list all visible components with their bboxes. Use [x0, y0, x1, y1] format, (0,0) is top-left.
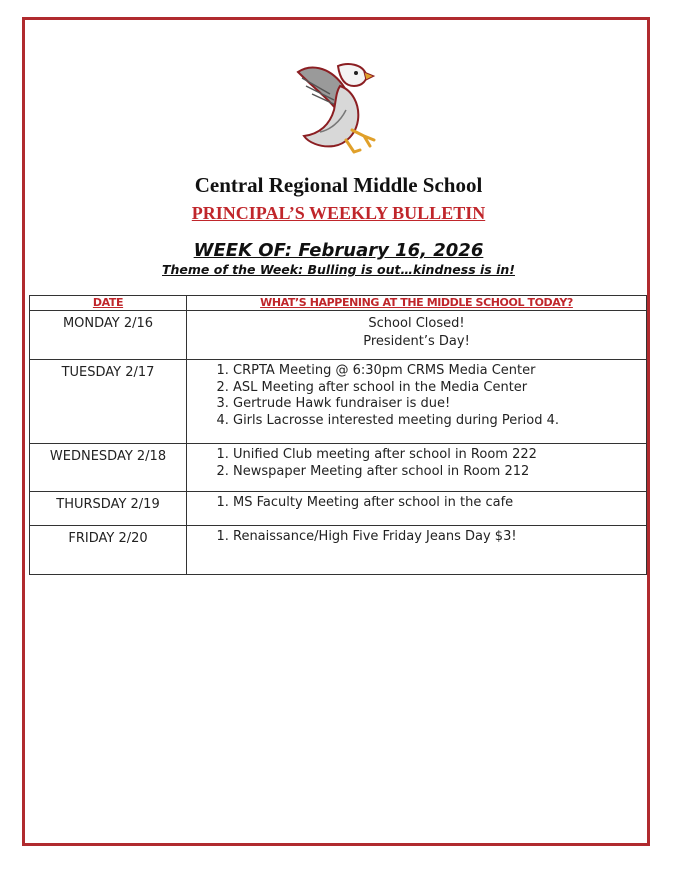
activity-item: 1. CRPTA Meeting @ 6:30pm CRMS Media Center — [233, 363, 646, 380]
row-date: FRIDAY 2/20 — [30, 526, 187, 575]
table-header-row — [30, 296, 647, 311]
row-date: TUESDAY 2/17 — [30, 360, 187, 444]
activity-item: 1. MS Faculty Meeting after school in the cafe — [233, 495, 646, 512]
school-name: Central Regional Middle School — [194, 173, 483, 197]
schedule-table — [29, 295, 647, 575]
activity-item: 3. Gertrude Hawk fundraiser is due! — [233, 396, 646, 413]
activity-item: 4. Girls Lacrosse interested meeting during Period 4. — [233, 413, 646, 430]
activity-line: School Closed! — [368, 316, 465, 331]
activity-item: 1. Renaissance/High Five Friday Jeans Day $3! — [233, 529, 646, 546]
table-row — [30, 311, 647, 360]
row-date: WEDNESDAY 2/18 — [30, 444, 187, 492]
date-column-header: DATE — [30, 296, 187, 311]
row-activities — [187, 492, 647, 526]
table-row — [30, 492, 647, 526]
table-row — [30, 526, 647, 575]
table-row — [30, 360, 647, 444]
table-row — [30, 444, 647, 492]
activity-line: President’s Day! — [363, 334, 470, 349]
row-activities — [187, 526, 647, 575]
activity-item: 2. ASL Meeting after school in the Media Center — [233, 380, 646, 397]
row-activities — [187, 360, 647, 444]
theme-of-week: Theme of the Week: Bulling is out…kindness is in! — [162, 262, 515, 277]
week-of-heading: WEEK OF: February 16, 2026 — [193, 240, 484, 261]
row-activities — [187, 444, 647, 492]
bulletin-title: PRINCIPAL’S WEEKLY BULLETIN — [191, 203, 486, 223]
activity-item: 2. Newspaper Meeting after school in Room 212 — [233, 464, 646, 481]
activity-item: 1. Unified Club meeting after school in Room 222 — [233, 447, 646, 464]
row-activities — [187, 311, 647, 360]
row-date: MONDAY 2/16 — [30, 311, 187, 360]
activities-column-header: WHAT’S HAPPENING AT THE MIDDLE SCHOOL TODAY? — [187, 296, 647, 311]
hawk-mascot-icon — [290, 60, 390, 156]
row-date: THURSDAY 2/19 — [30, 492, 187, 526]
